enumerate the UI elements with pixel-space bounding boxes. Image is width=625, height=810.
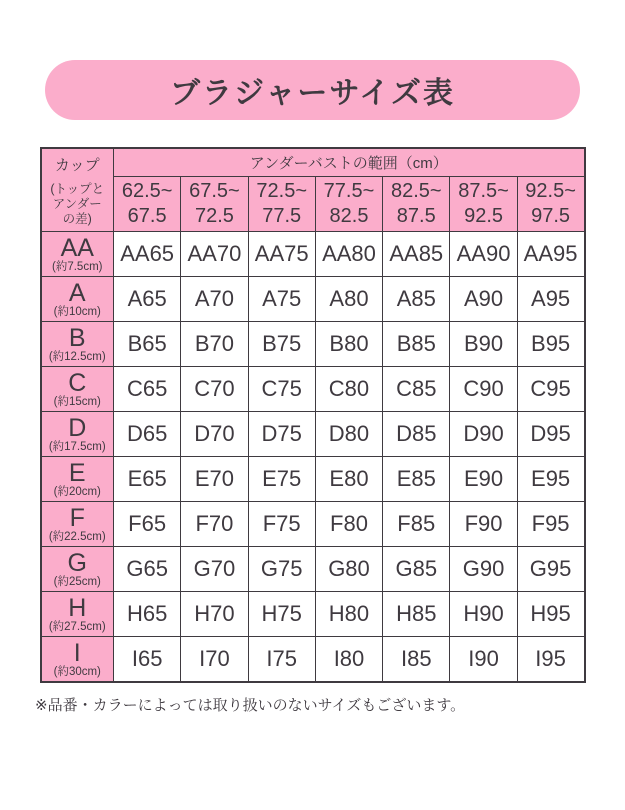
- cup-diff-note: (約27.5cm): [48, 620, 106, 633]
- cup-diff-note: (約17.5cm): [48, 440, 106, 453]
- range-line-from: 87.5~: [458, 180, 509, 202]
- range-line-to: 82.5: [329, 205, 369, 227]
- size-cell: AA95: [517, 232, 584, 277]
- size-row: [41, 502, 585, 547]
- cup-diff-note: (約25cm): [53, 575, 101, 588]
- corner-header-main: カップ: [54, 156, 100, 174]
- size-cell: I80: [315, 637, 382, 683]
- size-cell: B75: [248, 322, 315, 367]
- cup-letter: G: [67, 548, 87, 577]
- size-cell: I85: [383, 637, 450, 683]
- range-line-to: 87.5: [396, 205, 436, 227]
- top-header-row: [41, 148, 585, 177]
- cup-row-header: [41, 637, 114, 683]
- size-cell: A85: [383, 277, 450, 322]
- cup-diff-note: (約12.5cm): [48, 350, 106, 363]
- size-cell: C90: [450, 367, 517, 412]
- cup-diff-note: (約20cm): [53, 485, 101, 498]
- size-cell: H65: [114, 592, 181, 637]
- underbust-range-header: アンダーバストの範囲（cm）: [114, 148, 585, 177]
- cup-letter: F: [69, 503, 85, 532]
- size-cell: C85: [383, 367, 450, 412]
- size-cell: E95: [517, 457, 584, 502]
- size-cell: C70: [181, 367, 248, 412]
- size-cell: D80: [315, 412, 382, 457]
- size-cell: A75: [248, 277, 315, 322]
- size-cell: E90: [450, 457, 517, 502]
- corner-header-sub: [42, 182, 114, 227]
- size-cell: G95: [517, 547, 584, 592]
- size-cell: H95: [517, 592, 584, 637]
- range-line-from: 67.5~: [189, 180, 240, 202]
- size-cell: A65: [114, 277, 181, 322]
- cup-row-header: [41, 547, 114, 592]
- size-row: [41, 232, 585, 277]
- cup-letter: H: [68, 593, 87, 622]
- size-cell: I75: [248, 637, 315, 683]
- size-cell: H85: [383, 592, 450, 637]
- size-cell: H80: [315, 592, 382, 637]
- corner-header-cup: [41, 148, 114, 232]
- underbust-range-cell: [315, 177, 382, 232]
- size-cell: C80: [315, 367, 382, 412]
- cup-letter: I: [73, 638, 81, 667]
- size-cell: I65: [114, 637, 181, 683]
- size-cell: A95: [517, 277, 584, 322]
- size-cell: D70: [181, 412, 248, 457]
- size-row: [41, 547, 585, 592]
- range-line-from: 92.5~: [525, 180, 576, 202]
- size-cell: A90: [450, 277, 517, 322]
- size-cell: F85: [383, 502, 450, 547]
- size-cell: F90: [450, 502, 517, 547]
- cup-letter: AA: [60, 233, 94, 262]
- size-cell: A70: [181, 277, 248, 322]
- size-cell: F70: [181, 502, 248, 547]
- size-cell: C95: [517, 367, 584, 412]
- size-cell: I90: [450, 637, 517, 683]
- size-row: [41, 367, 585, 412]
- size-cell: F75: [248, 502, 315, 547]
- size-cell: D90: [450, 412, 517, 457]
- range-line-to: 92.5: [464, 205, 504, 227]
- size-cell: G90: [450, 547, 517, 592]
- size-cell: D65: [114, 412, 181, 457]
- size-cell: E65: [114, 457, 181, 502]
- underbust-range-cell: [450, 177, 517, 232]
- size-cell: F80: [315, 502, 382, 547]
- cup-letter: E: [68, 458, 86, 487]
- title-banner: [45, 60, 580, 120]
- size-cell: B85: [383, 322, 450, 367]
- size-cell: C75: [248, 367, 315, 412]
- range-line-to: 72.5: [194, 205, 234, 227]
- size-cell: E80: [315, 457, 382, 502]
- cup-diff-note: (約22.5cm): [48, 530, 106, 543]
- cup-diff-note: (約15cm): [53, 395, 101, 408]
- size-row: [41, 412, 585, 457]
- page-title: ブラジャーサイズ表: [170, 77, 455, 110]
- cup-row-header: [41, 502, 114, 547]
- size-cell: E85: [383, 457, 450, 502]
- range-line-from: 77.5~: [323, 180, 375, 202]
- size-cell: G65: [114, 547, 181, 592]
- size-row: [41, 322, 585, 367]
- size-cell: G70: [181, 547, 248, 592]
- size-cell: H75: [248, 592, 315, 637]
- range-line-from: 62.5~: [121, 180, 173, 202]
- size-cell: D85: [383, 412, 450, 457]
- size-cell: AA75: [248, 232, 315, 277]
- size-cell: B65: [114, 322, 181, 367]
- size-cell: D95: [517, 412, 584, 457]
- size-cell: G85: [383, 547, 450, 592]
- cup-row-header: [41, 322, 114, 367]
- size-cell: AA65: [114, 232, 181, 277]
- size-cell: B90: [450, 322, 517, 367]
- bra-size-chart-page: [0, 60, 625, 715]
- size-row: [41, 592, 585, 637]
- cup-row-header: [41, 592, 114, 637]
- underbust-range-cell: [114, 177, 181, 232]
- size-cell: E75: [248, 457, 315, 502]
- size-cell: AA85: [383, 232, 450, 277]
- size-cell: B80: [315, 322, 382, 367]
- size-table: [40, 147, 586, 683]
- cup-row-header: [41, 412, 114, 457]
- corner-sub-line: (トップと: [50, 181, 105, 196]
- size-cell: A80: [315, 277, 382, 322]
- size-cell: I95: [517, 637, 584, 683]
- cup-row-header: [41, 277, 114, 322]
- size-cell: C65: [114, 367, 181, 412]
- cup-letter: B: [68, 323, 86, 352]
- range-line-to: 77.5: [262, 205, 302, 227]
- size-row: [41, 637, 585, 683]
- cup-letter: A: [68, 278, 86, 307]
- footer-note: ※品番・カラーによっては取り扱いのないサイズもございます。: [35, 697, 466, 714]
- size-cell: AA70: [181, 232, 248, 277]
- size-cell: B70: [181, 322, 248, 367]
- size-cell: E70: [181, 457, 248, 502]
- cup-row-header: [41, 457, 114, 502]
- size-cell: F95: [517, 502, 584, 547]
- underbust-range-cell: [517, 177, 584, 232]
- size-cell: H70: [181, 592, 248, 637]
- range-line-to: 97.5: [531, 205, 571, 227]
- cup-letter: D: [68, 413, 87, 442]
- size-cell: H90: [450, 592, 517, 637]
- cup-diff-note: (約7.5cm): [52, 260, 103, 273]
- size-cell: AA90: [450, 232, 517, 277]
- range-line-from: 72.5~: [256, 180, 307, 202]
- cup-diff-note: (約30cm): [53, 665, 101, 678]
- size-cell: F65: [114, 502, 181, 547]
- underbust-range-cell: [181, 177, 248, 232]
- size-cell: AA80: [315, 232, 382, 277]
- size-cell: D75: [248, 412, 315, 457]
- size-cell: I70: [181, 637, 248, 683]
- cup-letter: C: [68, 368, 87, 397]
- size-row: [41, 457, 585, 502]
- size-row: [41, 277, 585, 322]
- cup-row-header: [41, 367, 114, 412]
- size-cell: G80: [315, 547, 382, 592]
- underbust-range-cell: [248, 177, 315, 232]
- cup-row-header: [41, 232, 114, 277]
- underbust-range-cell: [383, 177, 450, 232]
- size-cell: G75: [248, 547, 315, 592]
- range-line-from: 82.5~: [390, 180, 442, 202]
- range-line-to: 67.5: [127, 205, 167, 227]
- corner-sub-line: の差): [62, 211, 92, 226]
- cup-diff-note: (約10cm): [53, 305, 101, 318]
- corner-sub-line: アンダー: [52, 196, 102, 211]
- range-header-row: [41, 177, 585, 232]
- size-cell: B95: [517, 322, 584, 367]
